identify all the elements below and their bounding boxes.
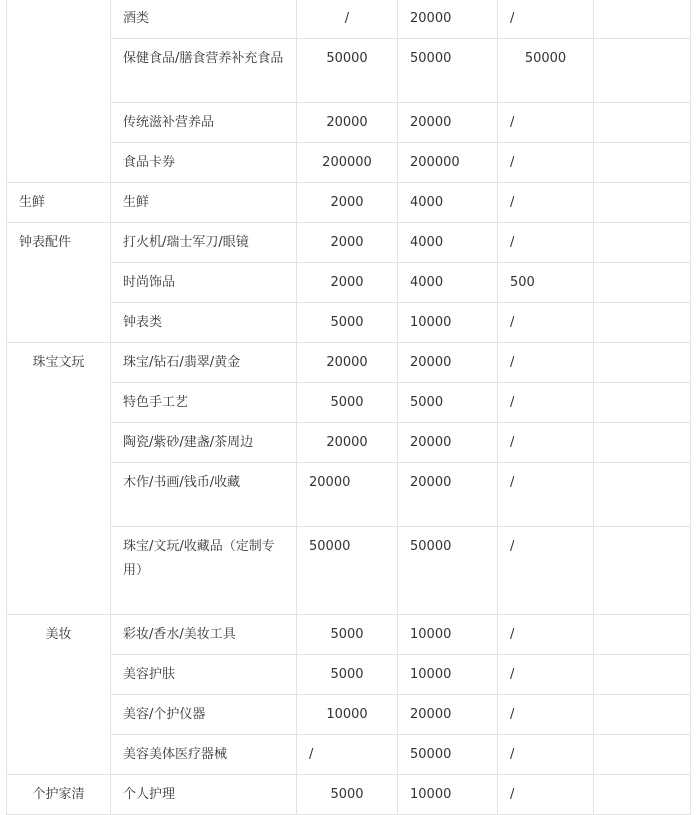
subcategory-cell: 美容美体医疗器械 — [111, 735, 297, 775]
value-a-cell: 5000 — [297, 303, 398, 343]
value-d-cell — [594, 423, 691, 463]
value-c-cell: / — [498, 735, 594, 775]
value-a-cell: 2000 — [297, 223, 398, 263]
value-c-cell: / — [498, 383, 594, 423]
value-c-cell: / — [498, 143, 594, 183]
table-row — [7, 775, 691, 815]
value-d-cell — [594, 775, 691, 815]
value-c-cell: / — [498, 423, 594, 463]
value-d-cell — [594, 143, 691, 183]
table-row — [7, 223, 691, 263]
subcategory-cell: 美容/个护仪器 — [111, 695, 297, 735]
value-d-cell — [594, 39, 691, 103]
value-a-cell: 5000 — [297, 383, 398, 423]
value-c-cell: / — [498, 0, 594, 39]
value-a-cell: 2000 — [297, 183, 398, 223]
category-cell: 钟表配件 — [7, 223, 111, 343]
value-c-cell: / — [498, 655, 594, 695]
subcategory-cell: 保健食品/膳食营养补充食品 — [111, 39, 297, 103]
subcategory-cell: 珠宝/文玩/收藏品（定制专用） — [111, 527, 297, 615]
subcategory-cell: 时尚饰品 — [111, 263, 297, 303]
value-c-cell: / — [498, 463, 594, 527]
value-d-cell — [594, 383, 691, 423]
subcategory-cell: 美容护肤 — [111, 655, 297, 695]
value-b-cell: 5000 — [398, 383, 498, 423]
value-b-cell: 200000 — [398, 143, 498, 183]
value-b-cell: 20000 — [398, 695, 498, 735]
value-b-cell: 10000 — [398, 303, 498, 343]
value-a-cell: 50000 — [297, 527, 398, 615]
value-b-cell: 50000 — [398, 39, 498, 103]
category-deposit-table — [6, 0, 691, 815]
subcategory-cell: 珠宝/钻石/翡翠/黄金 — [111, 343, 297, 383]
category-cell: 珠宝文玩 — [7, 343, 111, 615]
value-d-cell — [594, 343, 691, 383]
value-d-cell — [594, 303, 691, 343]
value-b-cell: 10000 — [398, 775, 498, 815]
category-cell: 美妆 — [7, 615, 111, 775]
value-c-cell: 50000 — [498, 39, 594, 103]
value-a-cell: 200000 — [297, 143, 398, 183]
value-c-cell: / — [498, 303, 594, 343]
value-d-cell — [594, 463, 691, 527]
value-c-cell: / — [498, 223, 594, 263]
subcategory-cell: 生鲜 — [111, 183, 297, 223]
subcategory-cell: 个人护理 — [111, 775, 297, 815]
value-d-cell — [594, 263, 691, 303]
value-a-cell: 20000 — [297, 103, 398, 143]
value-c-cell: / — [498, 775, 594, 815]
value-c-cell: / — [498, 183, 594, 223]
value-c-cell: / — [498, 343, 594, 383]
value-c-cell: / — [498, 527, 594, 615]
value-b-cell: 20000 — [398, 423, 498, 463]
value-c-cell: / — [498, 695, 594, 735]
table-row — [7, 183, 691, 223]
subcategory-cell: 食品卡券 — [111, 143, 297, 183]
value-b-cell: 10000 — [398, 615, 498, 655]
value-b-cell: 10000 — [398, 655, 498, 695]
value-d-cell — [594, 103, 691, 143]
value-c-cell: / — [498, 103, 594, 143]
value-a-cell: / — [297, 0, 398, 39]
table-row — [7, 615, 691, 655]
value-a-cell: 20000 — [297, 423, 398, 463]
value-d-cell — [594, 695, 691, 735]
subcategory-cell: 传统滋补营养品 — [111, 103, 297, 143]
value-d-cell — [594, 223, 691, 263]
category-cell: 生鲜 — [7, 183, 111, 223]
value-a-cell: 5000 — [297, 615, 398, 655]
category-cell: 个护家清 — [7, 775, 111, 815]
subcategory-cell: 陶瓷/紫砂/建盏/茶周边 — [111, 423, 297, 463]
subcategory-cell: 特色手工艺 — [111, 383, 297, 423]
category-cell — [7, 0, 111, 183]
value-d-cell — [594, 615, 691, 655]
value-a-cell: 5000 — [297, 655, 398, 695]
value-a-cell: 2000 — [297, 263, 398, 303]
value-d-cell — [594, 655, 691, 695]
value-a-cell: 20000 — [297, 463, 398, 527]
value-b-cell: 4000 — [398, 263, 498, 303]
value-c-cell: / — [498, 615, 594, 655]
value-b-cell: 50000 — [398, 735, 498, 775]
value-b-cell: 4000 — [398, 223, 498, 263]
value-a-cell: 20000 — [297, 343, 398, 383]
value-d-cell — [594, 0, 691, 39]
value-b-cell: 20000 — [398, 343, 498, 383]
value-b-cell: 20000 — [398, 103, 498, 143]
table-row — [7, 0, 691, 39]
table-row — [7, 343, 691, 383]
value-a-cell: / — [297, 735, 398, 775]
value-d-cell — [594, 735, 691, 775]
value-b-cell: 50000 — [398, 527, 498, 615]
value-d-cell — [594, 183, 691, 223]
value-a-cell: 10000 — [297, 695, 398, 735]
subcategory-cell: 彩妆/香水/美妆工具 — [111, 615, 297, 655]
value-a-cell: 5000 — [297, 775, 398, 815]
subcategory-cell: 酒类 — [111, 0, 297, 39]
subcategory-cell: 钟表类 — [111, 303, 297, 343]
value-b-cell: 20000 — [398, 0, 498, 39]
value-c-cell: 500 — [498, 263, 594, 303]
value-d-cell — [594, 527, 691, 615]
value-b-cell: 4000 — [398, 183, 498, 223]
subcategory-cell: 木作/书画/钱币/收藏 — [111, 463, 297, 527]
value-a-cell: 50000 — [297, 39, 398, 103]
value-b-cell: 20000 — [398, 463, 498, 527]
subcategory-cell: 打火机/瑞士军刀/眼镜 — [111, 223, 297, 263]
